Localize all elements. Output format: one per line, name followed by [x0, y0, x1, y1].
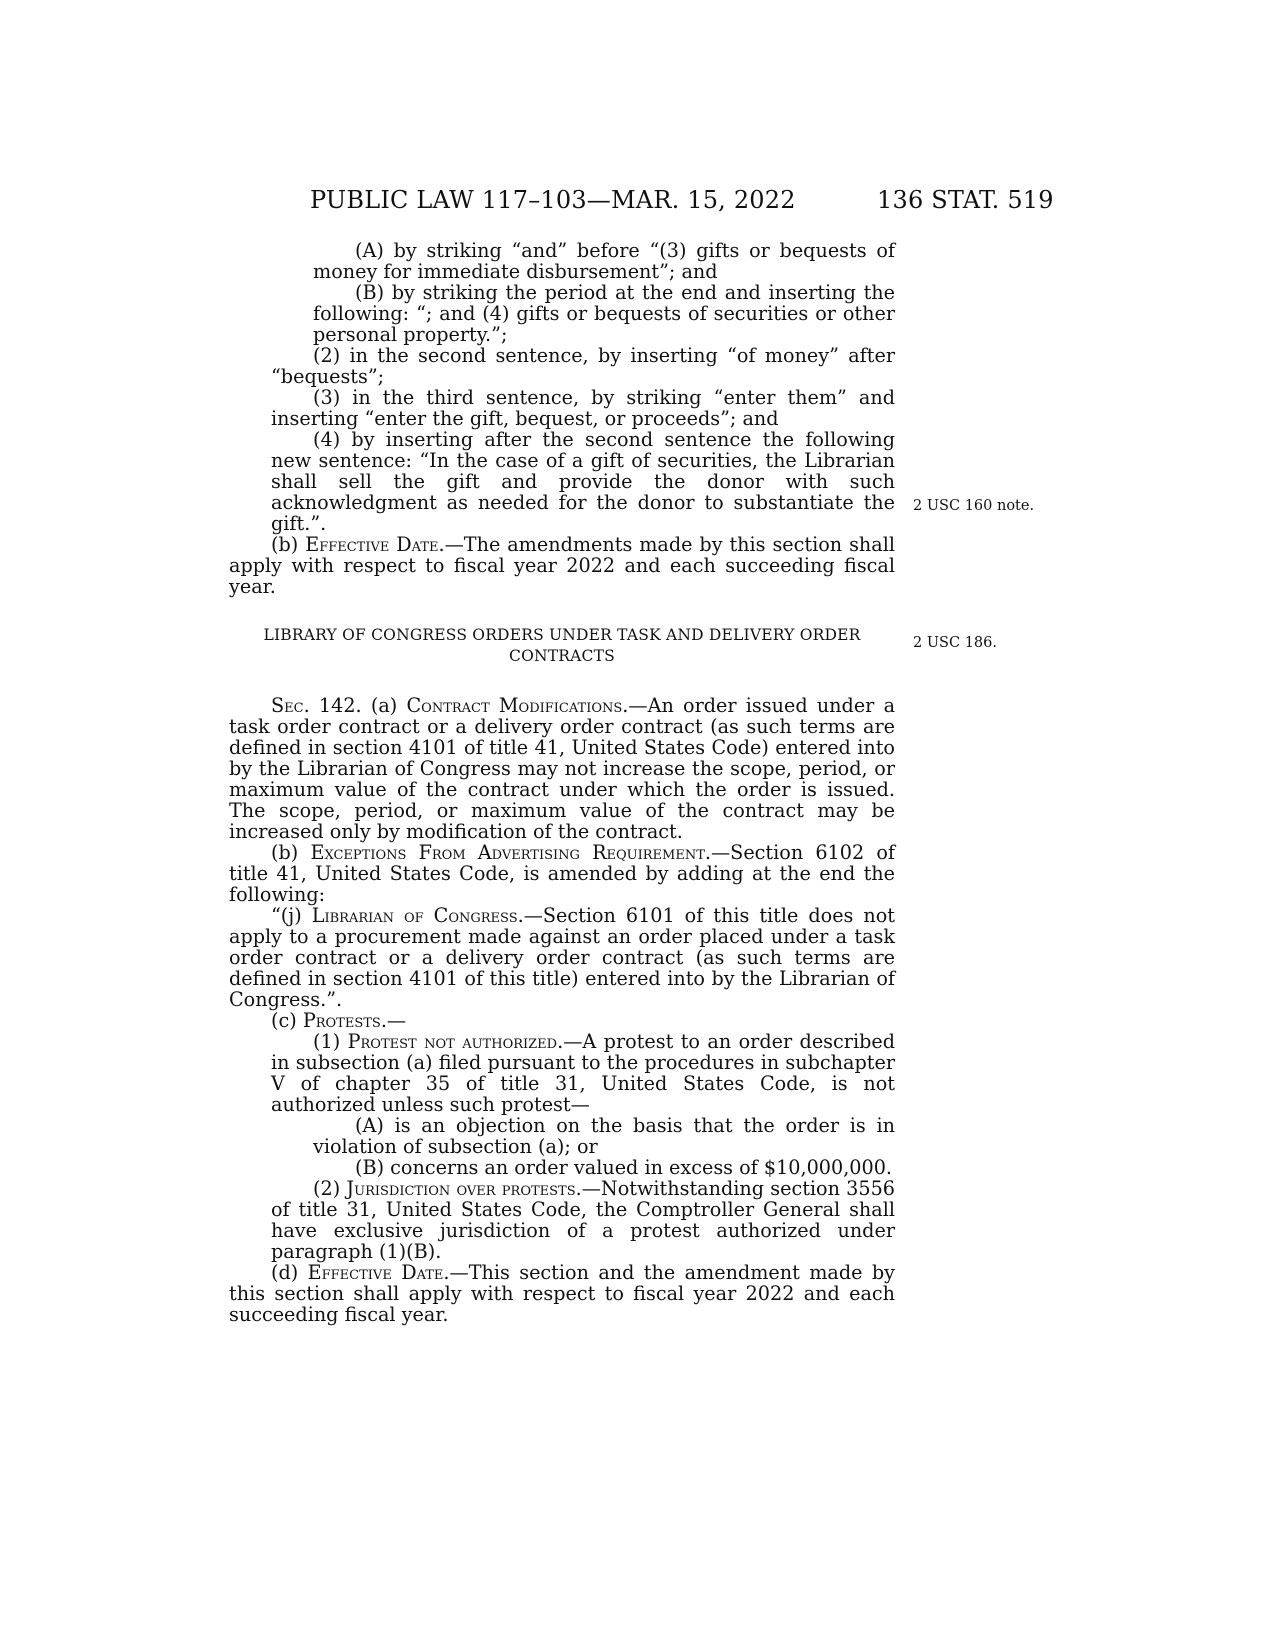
text: .—An order issued under a task order contract or a delivery order contract (as such terms are defined in section 4101 of title 41, United States Code) entered into by the Librarian of Congress may not increase the scope, period, or maximum value of the contract under which the order is issued. The scope, period, or maximum value of the contract may be increased only by modification of the contract. — [229, 694, 896, 843]
running-header-title: PUBLIC LAW 117–103—MAR. 15, 2022 — [310, 186, 796, 214]
paragraph-a-A: (A) by striking “and” before “(3) gifts or bequests of money for immediate disbursement”; and — [313, 239, 895, 283]
label: (b) — [271, 841, 311, 864]
subsection-heading: Exceptions From Advertising Requirement — [310, 841, 705, 864]
subsection-heading: Librarian of Congress — [311, 904, 518, 927]
paragraph-item-3: (3) in the third sentence, by striking “enter them” and inserting “enter the gift, bequest, or proceeds”; and — [271, 386, 895, 430]
text: .—Notwithstanding section 3556 of title 31, United States Code, the Comptroller General shall have exclusive jurisdiction of a protest authorized under paragraph (1)(B). — [271, 1177, 896, 1263]
sec-number: . 142. (a) — [303, 694, 407, 717]
label: (d) — [271, 1261, 308, 1284]
section-142-c-2 — [229, 1178, 895, 1262]
label: (1) — [313, 1030, 348, 1053]
text: .— — [380, 1009, 407, 1032]
section-142-d — [229, 1262, 895, 1325]
section-heading: LIBRARY OF CONGRESS ORDERS UNDER TASK AND DELIVERY ORDER CONTRACTS — [263, 626, 861, 665]
label: (2) — [313, 1177, 347, 1200]
section-142-a — [229, 695, 895, 842]
paragraph-a-B: (B) by striking the period at the end and inserting the following: “; and (4) gifts or bequests of securities or other personal property.”; — [313, 281, 895, 346]
text: .—The amendments made by this section shall apply with respect to fiscal year 2022 and each succeeding fiscal year. — [229, 533, 895, 598]
section-142-c-1-A: (A) is an objection on the basis that the order is in violation of subsection (a); or — [313, 1114, 895, 1158]
section-142-c — [229, 1010, 895, 1031]
subsection-j — [229, 905, 895, 1010]
running-header-page-ref: 136 STAT. 519 — [877, 186, 1054, 214]
paragraph-b-effective-date — [229, 534, 895, 597]
text: .—Section 6102 of title 41, United States Code, is amended by adding at the end the following: — [229, 841, 896, 906]
paragraph-item-2: (2) in the second sentence, by inserting “of money” after “bequests”; — [271, 344, 895, 388]
sec-label: Sec — [271, 694, 304, 717]
subsection-heading: Protests — [302, 1009, 381, 1032]
label: (c) — [271, 1009, 303, 1032]
subsection-heading: Effective Date — [307, 1261, 444, 1284]
paragraph-heading: Protest not authorized — [347, 1030, 558, 1053]
subsection-heading: Contract Modifications — [406, 694, 623, 717]
section-142-b — [229, 842, 895, 905]
text: .—A protest to an order described in subsection (a) filed pursuant to the procedures in subchapter V of chapter 35 of title 31, United States Code, is not authorized unless such protest— — [271, 1030, 896, 1116]
text: .—Section 6101 of this title does not apply to a procurement made against an order placed under a task order contract or a delivery order contract (as such terms are defined in section 4101 of this title) entered into by the Librarian of Congress.”. — [229, 904, 895, 1011]
margin-note-usc-160: 2 USC 160 note. — [913, 498, 1035, 514]
margin-note-usc-186: 2 USC 186. — [913, 635, 997, 651]
label: (b) — [271, 533, 306, 556]
subsection-heading: Effective Date — [305, 533, 439, 556]
section-142-c-1 — [229, 1031, 895, 1115]
document-body — [229, 240, 895, 1325]
paragraph-item-4: (4) by inserting after the second sentence the following new sentence: “In the case of a gift of securities, the Librarian shall sell the gift and provide the donor with such acknowledgment as needed for the donor to substantiate the gift.”. — [271, 428, 895, 535]
text: .—This section and the amendment made by this section shall apply with respect to fiscal year 2022 and each succeeding fiscal year. — [229, 1261, 895, 1326]
section-142-c-1-B: (B) concerns an order valued in excess of $10,000,000. — [355, 1156, 893, 1179]
paragraph-heading: Jurisdiction over protests — [346, 1177, 576, 1200]
label: “(j) — [271, 904, 312, 927]
